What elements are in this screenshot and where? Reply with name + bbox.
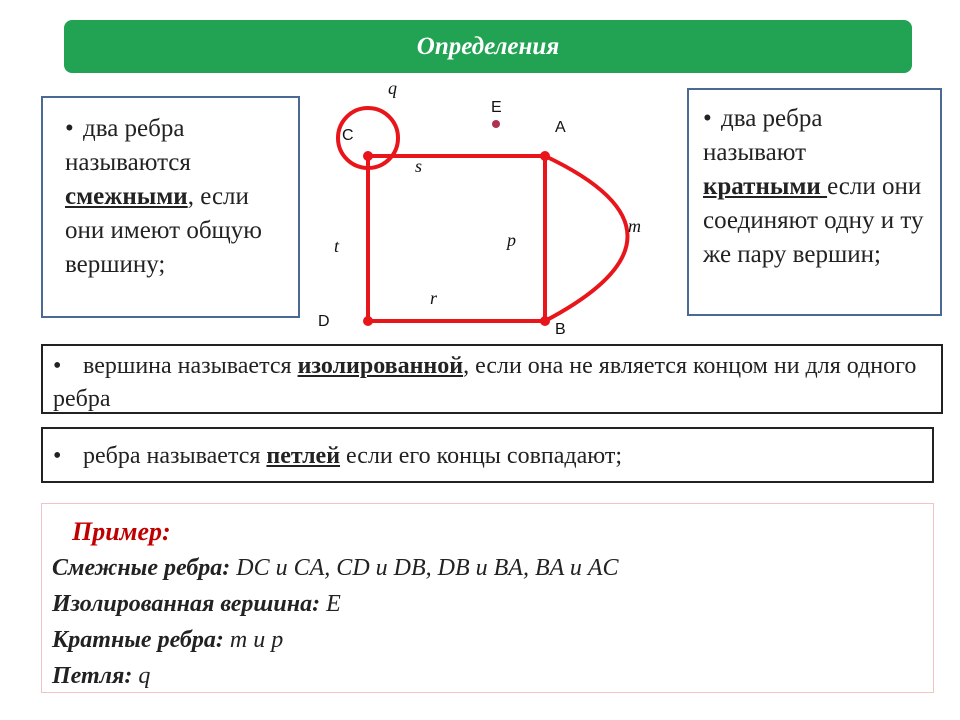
vertex-c <box>363 151 373 161</box>
definition-text-before: ребра называется <box>83 443 267 469</box>
bullet: • <box>53 353 62 379</box>
example-value: DC и CA, CD и DB, DB и BA, BA и AC <box>230 555 619 581</box>
vertex-label-d: D <box>318 313 330 330</box>
example-row-adjacent <box>52 550 923 586</box>
vertex-label-e: E <box>491 99 502 116</box>
title-banner <box>64 20 912 73</box>
definition-text-after: если они соединяют одну и ту же пару вершин; <box>703 173 924 268</box>
edge-label-r: r <box>430 288 438 308</box>
bullet: • <box>65 115 74 142</box>
example-value: q <box>132 663 151 689</box>
graph-diagram <box>300 74 680 344</box>
term-isolated: изолированной <box>297 353 464 379</box>
edge-label-q: q <box>388 78 397 98</box>
example-value: E <box>320 591 341 617</box>
example-title: Пример: <box>72 517 171 546</box>
definition-text-after: , если она не является концом ни для одного ребра <box>53 353 917 412</box>
bullet: • <box>53 443 62 469</box>
definition-text-after: если его концы совпадают; <box>340 443 623 469</box>
example-row-multiple <box>52 622 923 658</box>
example-row-isolated <box>52 586 923 622</box>
definition-text-before: вершина называется <box>83 353 298 379</box>
isolated-definition-box <box>41 344 943 414</box>
edge-label-t: t <box>334 236 340 256</box>
example-value: m и p <box>223 627 284 653</box>
adjacent-definition-box <box>41 96 300 318</box>
example-label: Петля: <box>52 663 133 689</box>
edge-label-p: p <box>507 230 516 250</box>
example-box <box>41 503 934 693</box>
vertex-label-c: C <box>342 127 354 144</box>
edge-m <box>545 156 628 321</box>
vertex-a <box>540 151 550 161</box>
definition-text-before: два ребра называют <box>703 105 823 166</box>
example-label: Кратные ребра: <box>52 627 224 653</box>
edge-label-s: s <box>415 156 423 176</box>
vertex-label-a: A <box>555 119 566 136</box>
loop-definition-box <box>41 427 934 483</box>
term-loop: петлей <box>266 443 341 469</box>
example-label: Смежные ребра: <box>52 555 231 581</box>
example-label: Изолированная вершина: <box>52 591 321 617</box>
page-title: Определения <box>416 32 560 60</box>
vertex-label-b: B <box>555 321 566 338</box>
vertex-b <box>540 316 550 326</box>
definition-text-before: два ребра называются <box>65 115 191 176</box>
vertex-e-isolated <box>492 120 500 128</box>
multiple-definition-box <box>687 88 942 316</box>
example-row-loop <box>52 658 923 694</box>
edge-label-m: m <box>628 216 641 236</box>
definition-text-after: , если они имеют общую вершину; <box>65 183 262 278</box>
term-multiple: кратными <box>703 173 828 200</box>
term-adjacent: смежными <box>65 183 188 210</box>
bullet: • <box>703 105 712 132</box>
vertex-d <box>363 316 373 326</box>
